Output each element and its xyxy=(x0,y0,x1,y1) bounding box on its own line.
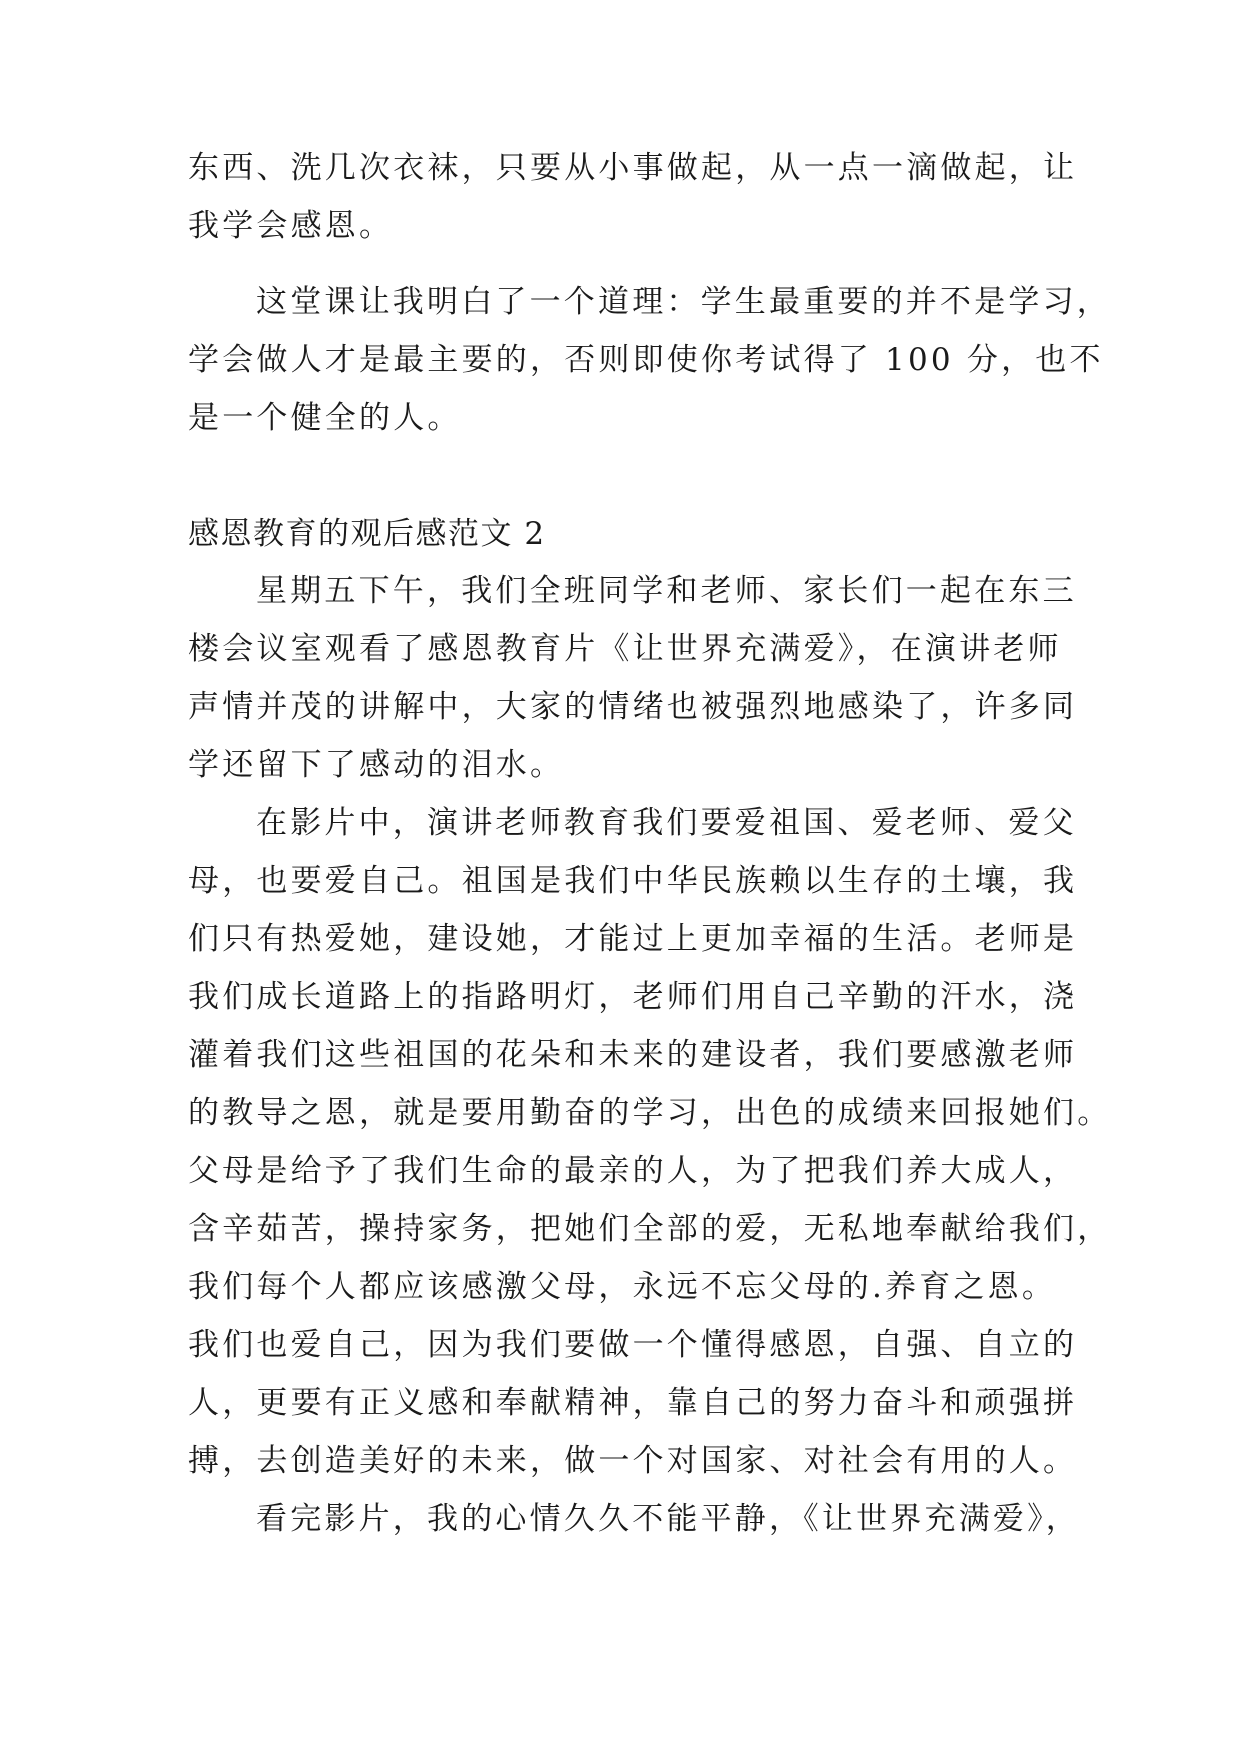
paragraph-line: 我们也爱自己，因为我们要做一个懂得感恩，自强、自立的 xyxy=(188,1327,1078,1363)
paragraph-line: 人，更要有正义感和奉献精神，靠自己的努力奋斗和顽强拼 xyxy=(188,1385,1078,1421)
paragraph-line: 们只有热爱她，建设她，才能过上更加幸福的生活。老师是 xyxy=(188,921,1078,957)
paragraph-line: 是一个健全的人。 xyxy=(188,400,462,436)
paragraph-line: 的教导之恩，就是要用勤奋的学习，出色的成绩来回报她们。 xyxy=(188,1095,1112,1131)
paragraph-line: 我学会感恩。 xyxy=(188,208,394,244)
paragraph-line: 父母是给予了我们生命的最亲的人，为了把我们养大成人， xyxy=(188,1153,1078,1189)
section-heading: 感恩教育的观后感范文 2 xyxy=(188,516,546,552)
paragraph-line: 在影片中，演讲老师教育我们要爱祖国、爱老师、爱父 xyxy=(256,805,1077,841)
paragraph-line: 我们成长道路上的指路明灯，老师们用自己辛勤的汗水，浇 xyxy=(188,979,1078,1015)
paragraph-line: 楼会议室观看了感恩教育片《让世界充满爱》，在演讲老师 xyxy=(188,631,1062,667)
paragraph-line: 母，也要爱自己。祖国是我们中华民族赖以生存的土壤，我 xyxy=(188,863,1078,899)
paragraph-line: 星期五下午，我们全班同学和老师、家长们一起在东三 xyxy=(256,573,1077,609)
paragraph-line: 学会做人才是最主要的，否则即使你考试得了 100 分，也不 xyxy=(188,342,1104,378)
paragraph-line: 这堂课让我明白了一个道理：学生最重要的并不是学习， xyxy=(256,284,1111,320)
paragraph-line: 含辛茹苦，操持家务，把她们全部的爱，无私地奉献给我们， xyxy=(188,1211,1112,1247)
paragraph-line: 东西、洗几次衣袜，只要从小事做起，从一点一滴做起，让 xyxy=(188,150,1078,186)
paragraph-line: 搏，去创造美好的未来，做一个对国家、对社会有用的人。 xyxy=(188,1443,1078,1479)
paragraph-line: 我们每个人都应该感激父母，永远不忘父母的.养育之恩。 xyxy=(188,1269,1057,1305)
paragraph-line: 声情并茂的讲解中，大家的情绪也被强烈地感染了，许多同 xyxy=(188,689,1078,725)
paragraph-line: 学还留下了感动的泪水。 xyxy=(188,747,565,783)
paragraph-line: 看完影片，我的心情久久不能平静，《让世界充满爱》， xyxy=(256,1501,1080,1537)
paragraph-line: 灌着我们这些祖国的花朵和未来的建设者，我们要感激老师 xyxy=(188,1037,1078,1073)
